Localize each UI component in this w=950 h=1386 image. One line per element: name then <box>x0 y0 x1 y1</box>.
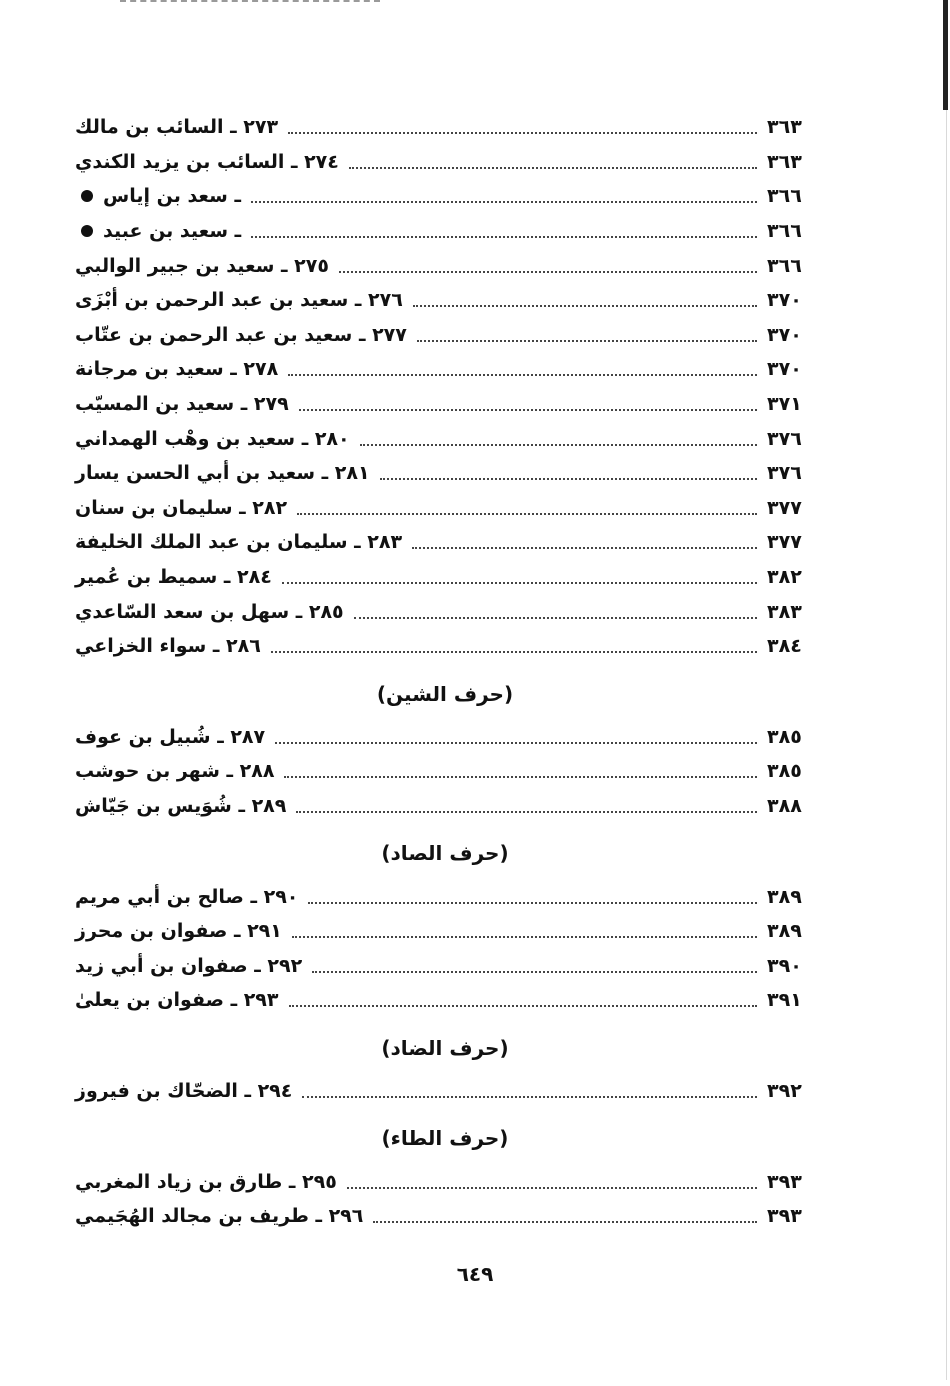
section-heading: (حرف الضاد) <box>381 1035 509 1060</box>
page-number: ٦٤٩ <box>456 1262 494 1286</box>
toc-entry[interactable] <box>65 1164 825 1199</box>
dot-leader <box>288 374 757 376</box>
toc-entry[interactable] <box>65 248 825 283</box>
toc-entry[interactable] <box>65 491 825 526</box>
entry-page-number: ٣٨٥ <box>767 760 802 783</box>
entry-page-number: ٣٩١ <box>767 989 802 1012</box>
entry-page-number: ٣٩٣ <box>767 1170 802 1193</box>
entry-title: ٢٧٤ ـ السائب بن يزيد الكندي <box>75 150 339 173</box>
entry-page-number: ٣٧٠ <box>767 358 802 381</box>
entry-page-number: ٣٨٣ <box>767 600 802 623</box>
toc-entry[interactable] <box>65 983 825 1018</box>
dot-leader <box>349 167 757 169</box>
entry-title: ٢٨٤ ـ سميط بن عُمير <box>75 566 272 589</box>
section-heading: (حرف الشين) <box>376 681 514 706</box>
entry-title: ٢٧٧ ـ سعيد بن عبد الرحمن بن عتّاب <box>75 323 407 346</box>
entry-title: ٢٨٥ ـ سهل بن سعد السّاعدي <box>75 600 344 623</box>
entry-title: ٢٧٥ ـ سعيد بن جبير الوالبي <box>75 254 329 277</box>
entry-page-number: ٣٦٦ <box>767 220 802 243</box>
entry-title: ٢٨٠ ـ سعيد بن وهْب الهمداني <box>75 427 350 450</box>
entry-page-number: ٣٨٥ <box>767 725 802 748</box>
dot-leader <box>275 742 757 744</box>
entry-title: ٢٧٨ ـ سعيد بن مرجانة <box>75 358 279 381</box>
dot-leader <box>373 1221 757 1223</box>
entry-page-number: ٣٦٦ <box>767 185 802 208</box>
toc-entry[interactable] <box>65 110 825 145</box>
entry-title: ٢٧٩ ـ سعيد بن المسيّب <box>75 393 289 416</box>
entry-title: ٢٨٩ ـ شُوَيس بن جَيّاش <box>75 794 287 817</box>
dot-leader <box>299 409 757 411</box>
toc-entry[interactable] <box>65 1199 825 1234</box>
entry-title: ـ سعيد بن عبيد <box>103 220 242 243</box>
dot-leader <box>297 513 757 515</box>
toc-entry[interactable] <box>65 914 825 949</box>
entry-page-number: ٣٩٠ <box>767 954 802 977</box>
entry-page-number: ٣٩٣ <box>767 1205 802 1228</box>
bullet-icon <box>81 225 93 237</box>
dot-leader <box>288 132 757 134</box>
dot-leader <box>251 201 757 203</box>
toc-entry[interactable] <box>65 879 825 914</box>
page-edge-line <box>946 110 947 1380</box>
toc-entry[interactable] <box>65 421 825 456</box>
entry-title: ٢٩٤ ـ الضحّاك بن فيروز <box>75 1079 293 1102</box>
entry-page-number: ٣٩٢ <box>767 1079 802 1102</box>
entry-title: ٢٨٦ ـ سواء الخزاعي <box>75 635 261 658</box>
dot-leader <box>284 776 757 778</box>
entry-page-number: ٣٨٨ <box>767 794 802 817</box>
entry-title: ٢٩٠ ـ صالح بن أبي مريم <box>75 885 299 908</box>
entry-page-number: ٣٧٦ <box>767 462 802 485</box>
dot-leader <box>289 1005 758 1007</box>
entry-page-number: ٣٨٤ <box>767 635 802 658</box>
dot-leader <box>347 1187 757 1189</box>
entry-page-number: ٣٦٣ <box>767 150 802 173</box>
toc-entry[interactable] <box>65 1074 825 1109</box>
toc-entry[interactable] <box>65 948 825 983</box>
toc-entry[interactable] <box>65 318 825 353</box>
dot-leader <box>312 971 757 973</box>
dot-leader <box>302 1096 757 1098</box>
entry-title: ٢٨٨ ـ شهر بن حوشب <box>75 760 275 783</box>
entry-page-number: ٣٦٣ <box>767 116 802 139</box>
entry-page-number: ٣٨٢ <box>767 566 802 589</box>
dot-leader <box>339 271 757 273</box>
toc-entry[interactable] <box>65 179 825 214</box>
table-of-contents <box>65 110 825 1233</box>
entry-page-number: ٣٧٠ <box>767 323 802 346</box>
entry-title: ٢٨١ ـ سعيد بن أبي الحسن يسار <box>75 462 370 485</box>
toc-entry[interactable] <box>65 387 825 422</box>
entry-title: ٢٧٦ ـ سعيد بن عبد الرحمن بن أبْزَى <box>75 289 403 312</box>
dot-leader <box>282 582 757 584</box>
entry-page-number: ٣٧٦ <box>767 427 802 450</box>
toc-entry[interactable] <box>65 145 825 180</box>
entry-title: ٢٨٢ ـ سليمان بن سنان <box>75 496 288 519</box>
entry-title: ٢٨٧ ـ شُبيل بن عوف <box>75 725 266 748</box>
dot-leader <box>360 444 757 446</box>
entry-title: ٢٩٥ ـ طارق بن زياد المغربي <box>75 1170 337 1193</box>
top-dashed-rule <box>120 0 380 2</box>
toc-entry[interactable] <box>65 754 825 789</box>
entry-page-number: ٣٦٦ <box>767 254 802 277</box>
section-heading: (حرف الصاد) <box>381 841 509 866</box>
dot-leader <box>308 902 757 904</box>
dot-leader <box>413 305 757 307</box>
toc-entry[interactable] <box>65 720 825 755</box>
bullet-icon <box>81 190 93 202</box>
toc-entry[interactable] <box>65 525 825 560</box>
entry-page-number: ٣٧١ <box>767 393 802 416</box>
entry-page-number: ٣٧٧ <box>767 531 802 554</box>
entry-title: ٢٩٢ ـ صفوان بن أبي زيد <box>75 954 303 977</box>
toc-entry[interactable] <box>65 629 825 664</box>
entry-page-number: ٣٧٧ <box>767 496 802 519</box>
page-edge-bar <box>943 0 948 110</box>
entry-title: ٢٧٣ ـ السائب بن مالك <box>75 116 279 139</box>
dot-leader <box>296 811 757 813</box>
dot-leader <box>271 651 757 653</box>
entry-title: ٢٩٦ ـ طريف بن مجالد الهُجَيمي <box>75 1205 364 1228</box>
entry-title: ٢٩٣ ـ صفوان بن يعلىٰ <box>75 989 279 1012</box>
toc-entry[interactable] <box>65 594 825 629</box>
dot-leader <box>251 236 757 238</box>
entry-title: ـ سعد بن إياس <box>103 185 241 208</box>
entry-page-number: ٣٨٩ <box>767 920 802 943</box>
dot-leader <box>417 340 757 342</box>
dot-leader <box>412 547 757 549</box>
dot-leader <box>380 478 757 480</box>
toc-entry[interactable] <box>65 789 825 824</box>
entry-title: ٢٩١ ـ صفوان بن محرز <box>75 920 282 943</box>
section-heading: (حرف الطاء) <box>381 1126 509 1151</box>
toc-entry[interactable] <box>65 456 825 491</box>
entry-page-number: ٣٨٩ <box>767 885 802 908</box>
toc-entry[interactable] <box>65 214 825 249</box>
entry-title: ٢٨٣ ـ سليمان بن عبد الملك الخليفة <box>75 531 403 554</box>
toc-entry[interactable] <box>65 560 825 595</box>
dot-leader <box>292 936 757 938</box>
toc-entry[interactable] <box>65 283 825 318</box>
dot-leader <box>354 617 757 619</box>
entry-page-number: ٣٧٠ <box>767 289 802 312</box>
toc-entry[interactable] <box>65 352 825 387</box>
